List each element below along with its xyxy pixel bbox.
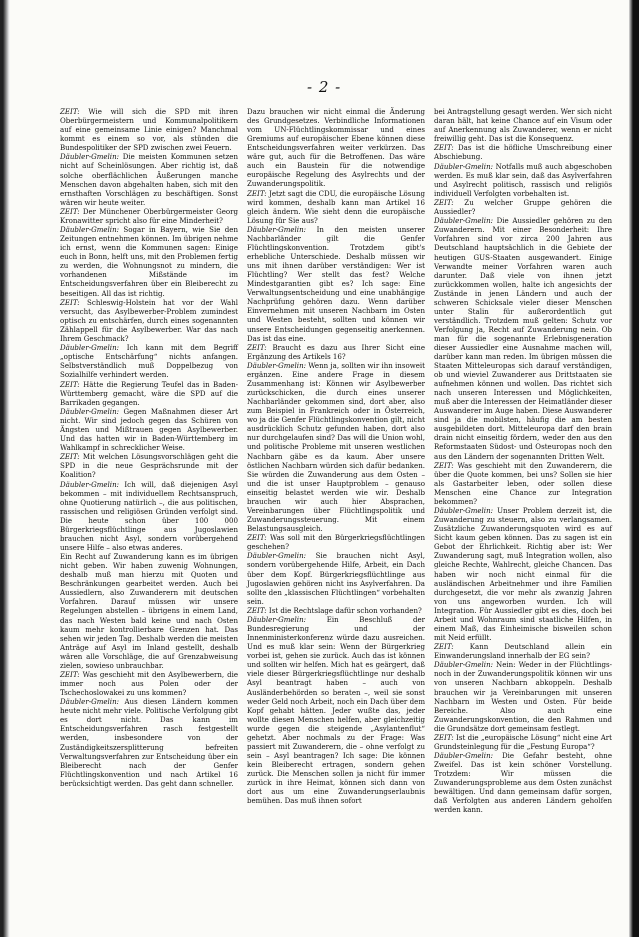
interview-paragraph — [60, 107, 238, 152]
speaker-label: ZEIT: — [247, 605, 267, 615]
paragraph-text: Ich will, daß diejenigen Asyl bekommen – mit individuellem Rechtsanspruch, ohne Quotierung natürlich –, die aus politischen, rassischen und religiösen Gründen verfolgt sind. Die heute schon über 100 000 Bürgerkriegsflüchtlinge aus Jugoslawien brauchen nicht Asyl, sondern vorübergehend unsere Hilfe – also etwas anderes. — [60, 479, 238, 552]
interview-paragraph — [247, 361, 425, 533]
speaker-label: ZEIT: — [434, 143, 454, 153]
interview-paragraph — [434, 506, 612, 642]
speaker-label: ZEIT: — [247, 188, 267, 198]
interview-paragraph — [247, 606, 425, 615]
paragraph-text: Ein Recht auf Zuwanderung kann es im übrigen nicht geben. Wir haben zuwenig Wohnungen, deshalb muß man hierzu mit Quoten und Beschränkungen gearbeitet werden. Auch bei Aussiedlern, also Zuwanderern mit deutschen Vorfahren. Darauf müssen wir unsere Regelungen abstellen – übrigens in einem Land, das nach Westen bald keine und nach Osten kaum mehr kontrollierbare Grenzen hat. Das sehen wir jeden Tag. Deshalb werden die meisten Anträge auf Asyl im Inland gestellt, deshalb wären alle Vorschläge, die auf Grenzabweisung zielen, sowieso unbrauchbar. — [60, 552, 238, 670]
interview-paragraph — [247, 343, 425, 361]
speaker-label: Däubler-Gmelin: — [434, 660, 493, 670]
paragraph-text: Notfalls muß auch abgeschoben werden. Es muß klar sein, daß das Asylverfahren und Asylrecht politisch, rassisch und religiös individuell Verfolgten vorbehalten ist. — [434, 161, 612, 198]
interview-paragraph — [60, 552, 238, 670]
paragraph-text: Aus diesen Ländern kommen heute nicht mehr viele. Politische Verfolgung gibt es dort nicht. Das kann im Entscheidungsverfahren rasch festgestellt werden, insbesondere von der Zuständigkeitszersplitterung befreiten Verwaltungsverfahren zur Entscheidung über ein Bleiberecht nach der Genfer Flüchtlingskonvention und nach Artikel 16 berücksichtigt werden. Das geht dann schneller. — [60, 697, 238, 788]
speaker-label: ZEIT: — [247, 533, 267, 543]
speaker-label: ZEIT: — [434, 642, 454, 652]
speaker-label: Däubler-Gmelin: — [434, 216, 493, 226]
paragraph-text: Die Gefahr besteht, ohne Zweifel. Das ist kein schöner Vorstellung. Trotzdem: Wir müssen die Zuwanderungsprobleme aus dem Osten zunächst bewältigen. Und dann gemeinsam dafür sorgen, daß Verfolgten aus anderen Ländern geholfen werden kann. — [434, 751, 612, 815]
interview-paragraph — [60, 407, 238, 452]
paragraph-text: Sie brauchen nicht Asyl, sondern vorübergehende Hilfe, Arbeit, ein Dach über dem Kopf. Bürgerkriegsflüchtlinge aus Jugoslawien gehören nicht ins Asylverfahren. Da sollte den „klassischen Flüchtlingen“ vorbehalten sein. — [247, 551, 425, 606]
speaker-label: ZEIT: — [60, 452, 80, 462]
speaker-label: ZEIT: — [434, 460, 454, 470]
interview-paragraph — [247, 551, 425, 605]
interview-paragraph — [60, 380, 238, 407]
paragraph-text: Der Münchener Oberbürgermeister Georg Kronawitter spricht also für eine Minderheit? — [60, 206, 238, 225]
paragraph-text: Nein: Weder in der Flüchtlings- noch in der Zuwanderungspolitik können wir uns von unseren Nachbarn abkoppeln. Deshalb brauchen wir ja Vereinbarungen mit unseren Nachbarn im Westen und Osten. Für beide Bereiche. Also auch eine Zuwanderungskonvention, die den Rahmen und die Grundsätze dort gemeinsam festlegt. — [434, 660, 612, 733]
speaker-label: Däubler-Gmelin: — [247, 361, 306, 371]
speaker-label: ZEIT: — [60, 297, 80, 307]
interview-paragraph — [434, 751, 612, 814]
paragraph-text: Was soll mit den Bürgerkriegsflüchtlingen geschehen? — [247, 533, 425, 552]
paragraph-text: Dazu brauchen wir nicht einmal die Änderung des Grundgesetzes. Verbindliche Informationen vom UN-Flüchtlingskommissar und eines Gremiums auf europäischer Ebene können diese Entscheidungsverfahren weiter verkürzen. Das wäre gut, auch für die Betroffenen. Das wäre auch ein Baustein für die notwendige europäische Regelung des Asylrechts und der Zuwanderungspolitik. — [247, 107, 425, 189]
speaker-label: ZEIT: — [60, 107, 80, 116]
paragraph-text: Die Aussiedler gehören zu den Zuwanderern. Mit einer Besonderheit: Ihre Vorfahren sind vor zirca 200 Jahren aus Deutschland hauptsächlich in die Gebiete der heutigen GUS-Staaten ausgewandert. Einige Verwandte meiner Vorfahren waren auch darunter. Daß viele von ihnen jetzt zurückkommen wollen, halte ich angesichts der Zustände in jenen Ländern und auch der schweren Schicksale vieler dieser Menschen unter Stalin für außerordentlich gut verständlich. Trotzdem muß gelten: Schutz vor Verfolgung ja, Recht auf Zuwanderung nein. Ob man für die sogenannte Erlebnisgeneration dieser Aussiedler eine Ausnahme machen will, darüber kann man reden. Im übrigen müssen die Staaten Mitteleuropas sich darauf verständigen, ob und wieviel Zuwanderer aus Drittstaaten sie aufnehmen können und wollen. Das richtet sich nach unseren Interessen und Möglichkeiten, muß aber die Interessen der Heimatländer dieser Auswanderer im Auge haben. Diese Auswanderer sind ja die mobilsten, häufig die am besten ausgebildeten dort. Mitteleuropa darf den brain drain nicht einseitig fördern, weder den aus den Reformstaaten Südost- und Osteuropas noch den aus den Ländern der sogenannten Dritten Welt. — [434, 216, 612, 461]
paragraph-text: Wie will sich die SPD mit ihren Oberbürgermeistern und Kommunalpolitikern auf eine gemeinsame Linie einigen? Manchmal kommt es einem so vor, als stünden die Bundespolitiker der SPD zwischen zwei Feuern. — [60, 107, 238, 153]
speaker-label: Däubler-Gmelin: — [434, 161, 493, 171]
paragraph-text: Das ist die höfliche Umschreibung einer Abschiebung. — [434, 143, 612, 162]
paragraph-text: Ist die „europäische Lösung“ nicht eine Art Grundsteinlegung für die „Festung Europa“? — [434, 732, 612, 751]
interview-paragraph — [434, 162, 612, 198]
paragraph-text: Jetzt sagt die CDU, die europäische Lösung wird kommen, deshalb kann man Artikel 16 gleich ändern. Wie sieht denn die europäische Lösung für Sie aus? — [247, 188, 425, 225]
interview-paragraph — [60, 697, 238, 787]
speaker-label: Däubler-Gmelin: — [60, 225, 119, 235]
interview-paragraph — [247, 107, 425, 188]
speaker-label: ZEIT: — [60, 379, 80, 389]
paragraph-text: Mit welchen Lösungsvorschlägen geht die SPD in die neue Gesprächsrunde mit der Koalition? — [60, 452, 238, 480]
interview-paragraph — [434, 198, 612, 216]
paragraph-text: Zu welcher Gruppe gehören die Aussiedler? — [434, 198, 612, 217]
interview-paragraph — [60, 152, 238, 206]
paragraph-text: Ist die Rechtslage dafür schon vorhanden? — [268, 605, 422, 615]
paragraph-text: Schleswig-Holstein hat vor der Wahl versucht, das Asylbewerber-Problem zumindest optisch zu entschärfen, durch eines sogenannten Zählappell für die Asylbewerber. War das nach Ihrem Geschmack? — [60, 297, 238, 343]
interview-paragraph — [247, 189, 425, 225]
interview-paragraph — [247, 225, 425, 343]
speaker-label: ZEIT: — [434, 198, 454, 208]
paragraph-text: Gegen Maßnahmen dieser Art nicht. Wir sind jedoch gegen das Schüren von Ängsten und Mißtrauen gegen Asylbewerber. Und das hatten wir in Baden-Württemberg im Wahlkampf in schrecklicher Weise. — [60, 406, 238, 453]
scan-edge-right — [629, 0, 639, 937]
interview-paragraph — [434, 143, 612, 161]
interview-paragraph — [434, 216, 612, 460]
interview-paragraph — [60, 480, 238, 552]
paragraph-text: Unser Problem derzeit ist, die Zuwanderung zu steuern, also zu verlangsamen. Zusätzliche Zuwanderungsquoten wird es auf Sicht kaum geben können. Das zu sagen ist ein Gebot der Ehrlichkeit. Richtig aber ist: Wer Zuwanderung sagt, muß Integration wollen, also gleiche Rechte, Wahlrecht, gleiche Chancen. Das haben wir noch nicht einmal für die ausländischen Arbeitnehmer und ihre Familien durchgesetzt, die vor mehr als zwanzig Jahren von uns angeworben wurden. Ich will Integration. Für Aussiedler gibt es dies, doch bei Arbeit und Wohnraum sind staatliche Hilfen, in einem Maß, das Einheimische bisweilen schon mit Neid erfüllt. — [434, 506, 612, 642]
paragraph-text: Braucht es dazu aus Ihrer Sicht eine Ergänzung des Artikels 16? — [247, 342, 425, 361]
paragraph-text: Ein Beschluß der Bundesregierung und der Innenministerkonferenz würde dazu ausreichen. Und es muß klar sein: Wenn der Bürgerkrieg vorbei ist, gehen sie zurück. Auch das ist können und sollten wir helfen. Mich hat es geärgert, daß viele dieser Bürgerkriegsflüchtlinge nur deshalb Asyl beantragt haben – auch von Ausländerbehörden so beraten –, weil sie sonst weder Geld noch Arbeit, noch ein Dach über dem Kopf gehabt hätten. Jeder wußte das, jeder wollte diesen Menschen helfen, aber gleichzeitig wurde gegen die steigende „Asylantenflut“ gehetzt. Aber nochmals zu der Frage: Was passiert mit Zuwanderern, die – ohne verfolgt zu sein – Asyl beantragen? Ich sage: Die können kein Bleiberecht ertragen, sondern gehen zurück. Die Menschen sollen ja nicht für immer zurück in ihre Heimat, können sich dann von dort aus um eine Zuwanderungserlaubnis bemühen. Das muß ihnen sofort — [247, 615, 425, 806]
interview-paragraph — [434, 461, 612, 506]
paragraph-text: In den meisten unserer Nachbarländer gilt die Genfer Flüchtlingskonvention. Trotzdem gibt's erhebliche Unterschiede. Deshalb müssen wir uns mit ihnen darüber verständigen: Wer ist Flüchtling? Wer stellt das fest? Welche Mindestgarantien gibt es? Ich sage: Eine Verwaltungsentscheidung und eine unabhängige Nachprüfung gehören dazu. Wenn darüber Einvernehmen mit unseren Nachbarn im Osten und Westen besteht, sollten und können wir unsere Entscheidungen gegenseitig anerkennen. Das ist das eine. — [247, 224, 425, 343]
interview-paragraph — [247, 533, 425, 551]
paragraph-text: Wenn ja, sollten wir ihn insoweit ergänzen. Eine andere Frage in diesem Zusammenhang ist: Können wir Asylbewerber zurückschicken, die durch eines unserer Nachbarländer gekommen sind, dort aber, also zum Beispiel in Frankreich oder in Österreich, wo ja die Genfer Flüchtlingskonvention gilt, nicht ausdrücklich Schutz gefunden haben, dort also nur durchgelaufen sind? Das will die Union wohl, und politische Probleme mit unseren westlichen Nachbarn gäbe es da kaum. Aber unsere östlichen Nachbarn würden sich dafür bedanken. Sie würden die Zuwanderung aus dem Osten – und die ist unser Hauptproblem – genauso einseitig belastet werden wie wir. Deshalb brauchen wir auch hier Absprachen, Vereinbarungen über Flüchtlingspolitik und Zuwanderungssteuerung. Mit einem Belastungsausgleich. — [247, 361, 425, 533]
speaker-label: Däubler-Gmelin: — [247, 224, 306, 234]
speaker-label: Däubler-Gmelin: — [60, 152, 119, 162]
speaker-label: Däubler-Gmelin: — [60, 697, 119, 707]
paragraph-text: Was geschieht mit den Zuwanderern, die über die Quote kommen, bei uns? Sollen sie hier als Gastarbeiter leben, oder sollen diese Menschen eine Chance zur Integration bekommen? — [434, 460, 612, 506]
interview-paragraph — [60, 343, 238, 379]
paragraph-text: Hätte die Regierung Teufel das in Baden-Württemberg gemacht, wäre die SPD auf die Barrikaden gegangen. — [60, 379, 239, 407]
interview-paragraph — [434, 642, 612, 660]
interview-paragraph — [247, 615, 425, 805]
paragraph-text: Ich kann mit dem Begriff „optische Entschärfung“ nichts anfangen. Selbstverständlich muß Doppelbezug von Sozialhilfe verhindert werden. — [60, 343, 238, 380]
interview-paragraph — [434, 107, 612, 143]
speaker-label: Däubler-Gmelin: — [60, 479, 119, 489]
text-column-left — [60, 107, 238, 788]
speaker-label: Däubler-Gmelin: — [434, 506, 493, 516]
speaker-label: ZEIT: — [247, 342, 267, 352]
speaker-label: Däubler-Gmelin: — [434, 751, 493, 761]
text-column-right — [434, 107, 612, 815]
paragraph-text: Die meisten Kommunen setzen nicht auf Scheinlösungen. Aber richtig ist, daß solche oberflächlichen Äußerungen manche Menschen davon abgehalten haben, sich mit den ernsthaften Vorschlägen zu beschäftigen. Sonst wären wir heute weiter. — [60, 152, 238, 207]
interview-paragraph — [60, 298, 238, 343]
speaker-label: Däubler-Gmelin: — [247, 551, 306, 561]
interview-paragraph — [434, 733, 612, 751]
scan-edge-left — [0, 0, 10, 937]
speaker-label: ZEIT: — [434, 732, 454, 742]
text-column-middle — [247, 107, 425, 805]
interview-paragraph — [434, 660, 612, 732]
interview-paragraph — [60, 225, 238, 297]
speaker-label: Däubler-Gmelin: — [60, 343, 119, 353]
paragraph-text: Kann Deutschland allein ein Einwanderungsland innerhalb der EG sein? — [434, 642, 612, 661]
paragraph-text: Was geschieht mit den Asylbewerbern, die immer noch aus Polen oder der Tschechoslowakei zu uns kommen? — [60, 669, 238, 698]
interview-paragraph — [60, 207, 238, 225]
speaker-label: ZEIT: — [60, 669, 80, 679]
paragraph-text: bei Antragstellung gesagt werden. Wer sich nicht daran hält, hat keine Chance auf ein Visum oder auf Anerkennung als Zuwanderer, wenn er nicht freiwillig geht. Das ist die Konsequenz. — [434, 107, 612, 144]
interview-paragraph — [60, 452, 238, 479]
paragraph-text: Sogar in Bayern, wie Sie den Zeitungen entnehmen können. Im übrigen nehme ich ernst, wenn die Kommunen sagen: Einige euch in Bonn, helft uns, mit den Problemen fertig zu werden, die Wohnungsnot zu mindern, die vorhandenen Mißstände im Entscheidungsverfahren über ein Bleiberecht zu beseitigen. All das ist richtig. — [60, 225, 239, 298]
page-number: - 2 - — [307, 78, 342, 96]
speaker-label: ZEIT: — [60, 206, 80, 216]
speaker-label: Däubler-Gmelin: — [247, 615, 306, 625]
interview-paragraph — [60, 670, 238, 697]
speaker-label: Däubler-Gmelin: — [60, 406, 119, 416]
